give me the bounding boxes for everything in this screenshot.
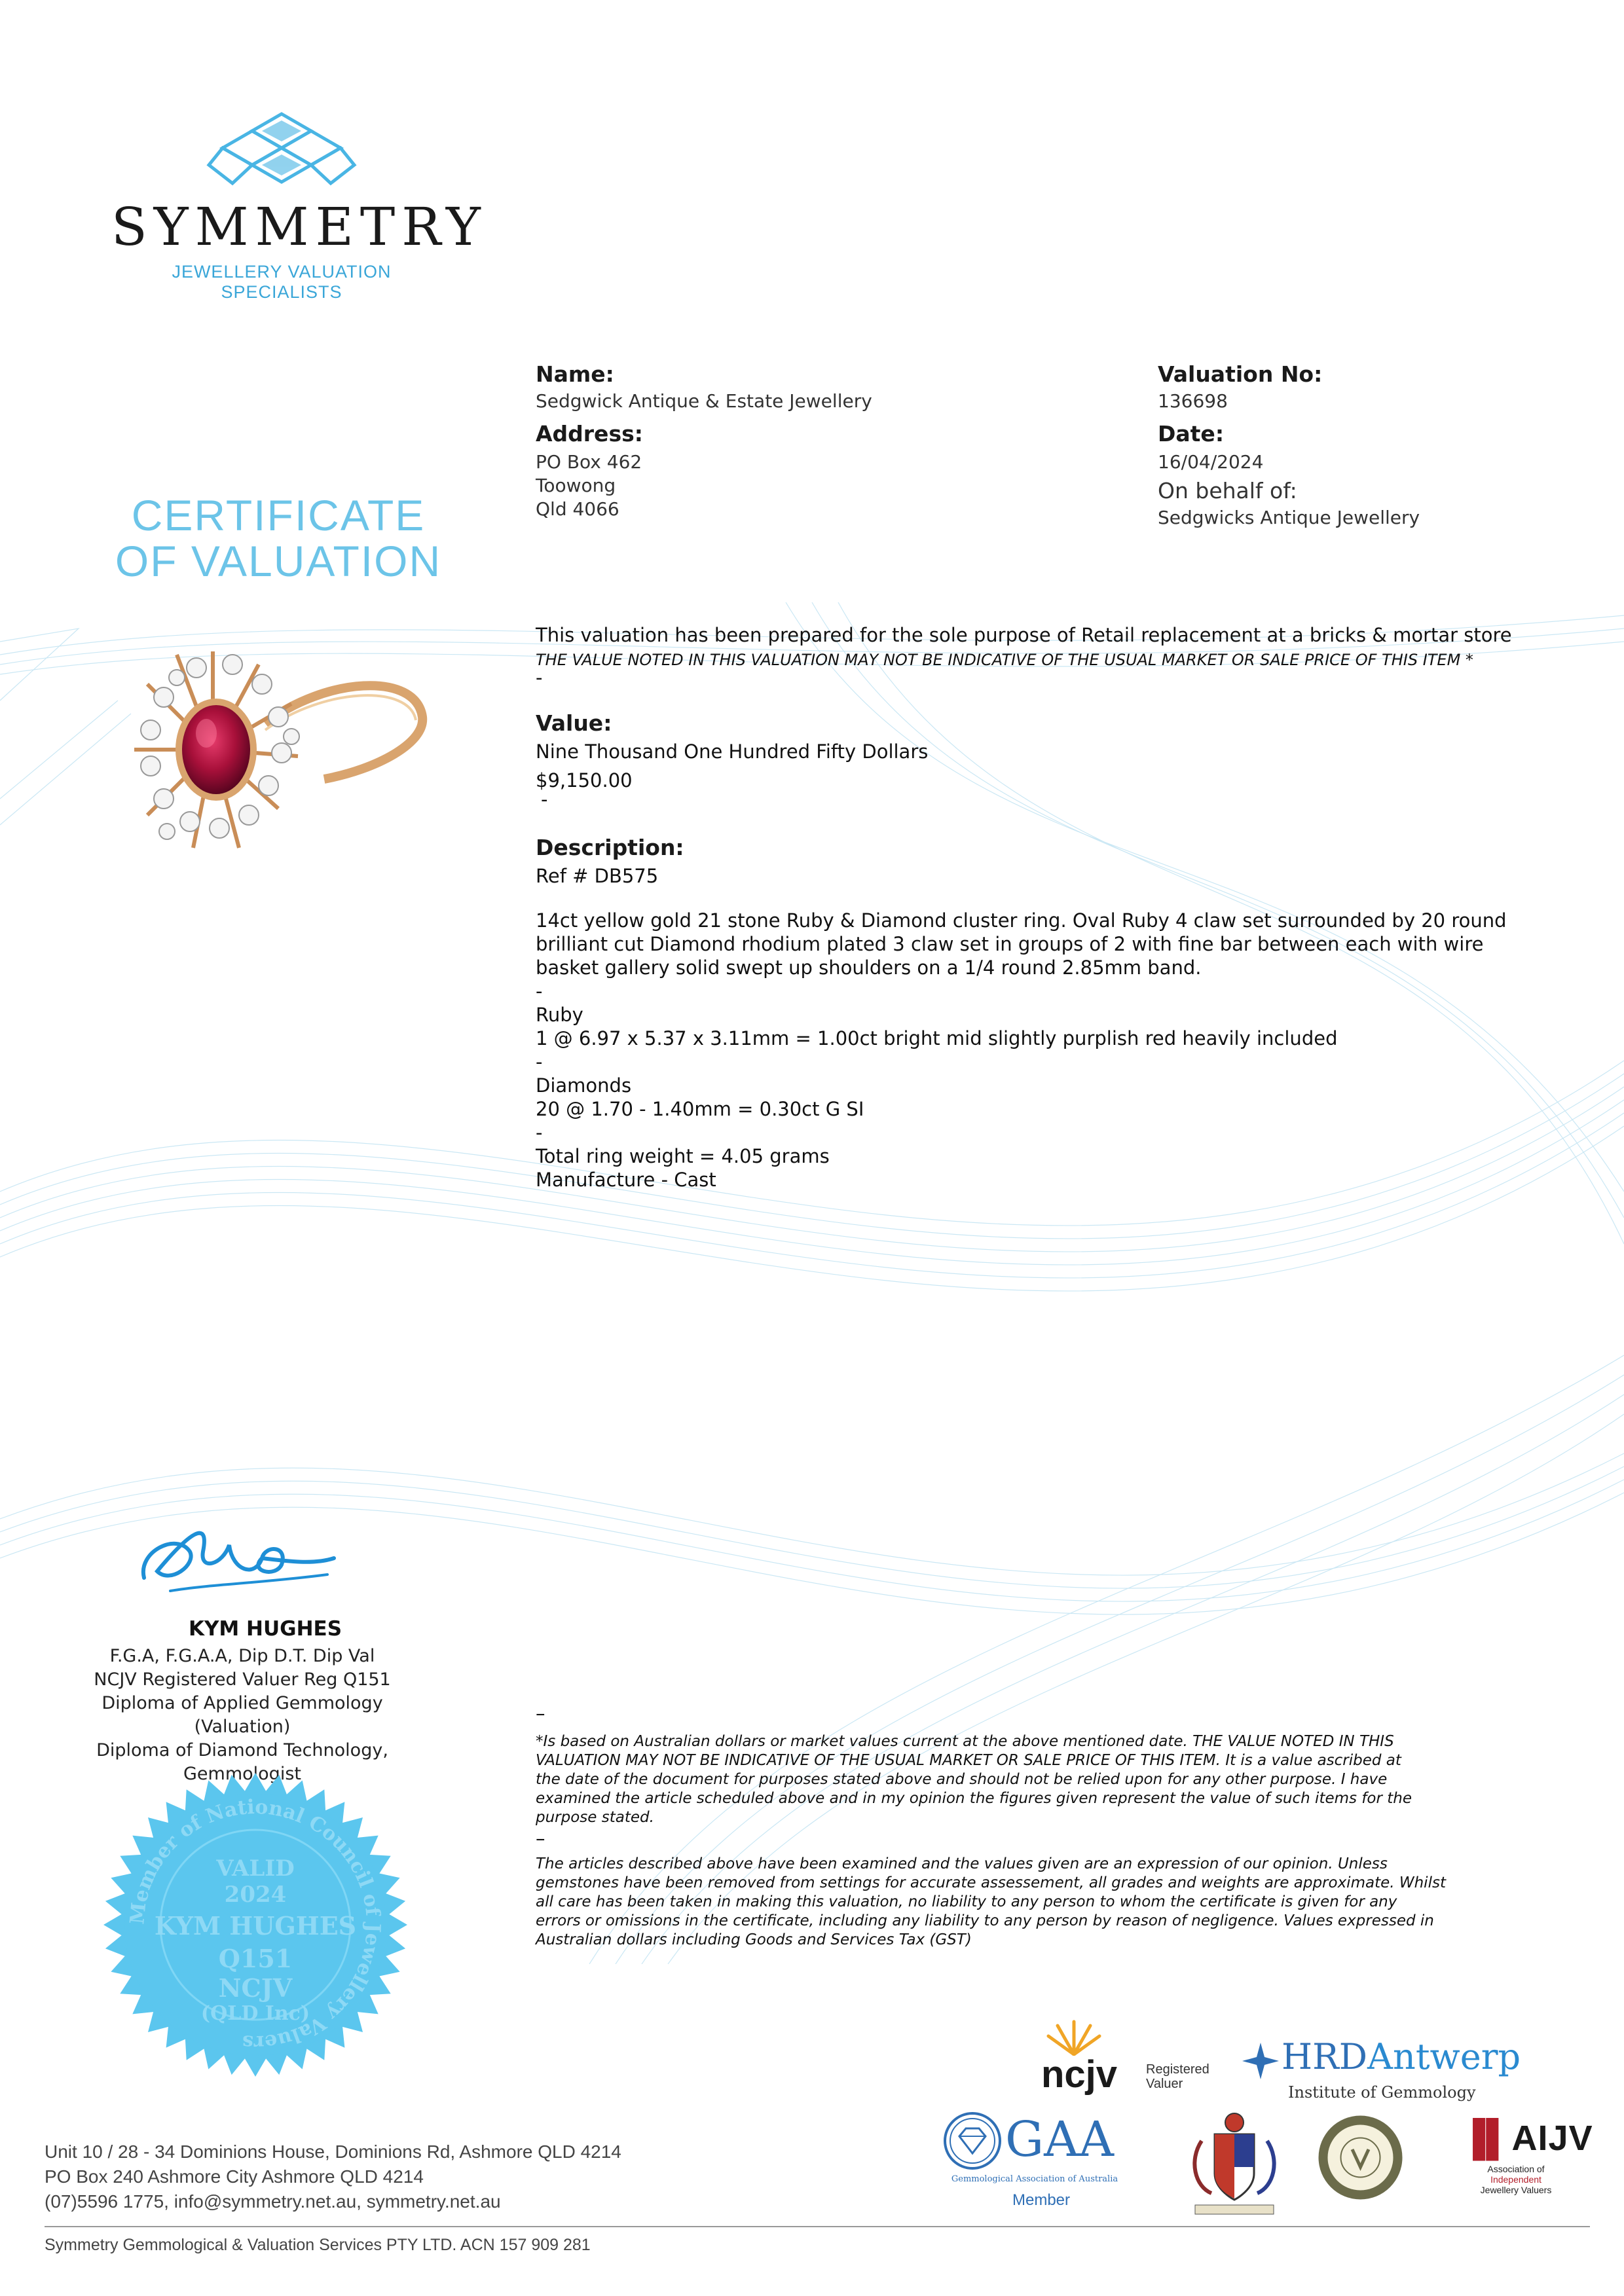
hrd-part2: Antwerp — [1367, 2036, 1521, 2077]
ncjv-logo — [1041, 2016, 1231, 2102]
notes-para1-line1: *Is based on Australian dollars or market values current at the above mentioned date. THE VALUE NOTED IN THIS — [536, 1733, 1394, 1750]
valuer-cred1: F.G.A, F.G.A.A, Dip D.T. Dip Val — [109, 1646, 375, 1666]
aijv-sub1: Association of — [1487, 2164, 1545, 2174]
aijv-sub3: Jewellery Valuers — [1480, 2185, 1552, 2195]
address-line2: Toowong — [536, 475, 616, 496]
hrd-antwerp-logo — [1241, 2036, 1529, 2108]
address-label: Address: — [536, 421, 643, 446]
ncjv-subtext — [1146, 2062, 1209, 2091]
symmetry-diamond-logo-icon — [206, 111, 357, 190]
ruby-detail: 1 @ 6.97 x 5.37 x 3.11mm = 1.00ct bright mid slightly purplish red heavily included — [536, 1027, 1338, 1049]
valuer-cred5: Gemmologist — [183, 1764, 301, 1784]
valuation-date: 16/04/2024 — [1158, 451, 1264, 473]
aijv-sub2: Independent — [1490, 2174, 1541, 2185]
description-dash3: - — [536, 1121, 543, 1144]
valuers-round-seal — [1316, 2113, 1405, 2202]
valuer-name: KYM HUGHES — [188, 1617, 342, 1641]
behalf-label: On behalf of: — [1158, 478, 1297, 503]
notes-para1-line3: the date of the document for purposes stated above and should not be relied upon for any other purpose. I have — [536, 1771, 1388, 1788]
name-label: Name: — [536, 361, 614, 387]
gaa-wordmark: GAA — [1005, 2111, 1114, 2168]
description-dash2: - — [536, 1051, 543, 1073]
seal-ring-text: Member of National Council of Jewellery Valuers — [126, 1795, 385, 2054]
ruby-diamond-ring-photo — [128, 638, 435, 861]
aijv-text: AIJV — [1511, 2119, 1593, 2158]
seal-line2: 2024 — [224, 1882, 287, 1908]
ring-weight: Total ring weight = 4.05 grams — [536, 1145, 830, 1167]
manufacture: Manufacture - Cast — [536, 1169, 716, 1191]
gaa-member-label: Member — [1012, 2191, 1071, 2209]
value-amount: $9,150.00 — [536, 769, 633, 792]
diamonds-label: Diamonds — [536, 1074, 632, 1097]
description-line1: 14ct yellow gold 21 stone Ruby & Diamond cluster ring. Oval Ruby 4 claw set surrounded by 20 round — [536, 909, 1507, 932]
hrd-star-icon — [1241, 2041, 1280, 2081]
hrd-wordmark — [1282, 2036, 1521, 2077]
certificate-title — [92, 492, 465, 584]
ncjv-seal-stamp — [98, 1768, 413, 2082]
date-label: Date: — [1158, 421, 1225, 446]
diamonds-detail: 20 @ 1.70 - 1.40mm = 0.30ct G SI — [536, 1098, 864, 1120]
ncjv-sub2: Valuer — [1146, 2077, 1183, 2091]
footer-address-line1: Unit 10 / 28 - 34 Dominions House, Dominions Rd, Ashmore QLD 4214 — [45, 2141, 621, 2162]
notes-para1-line2: VALUATION MAY NOT BE INDICATIVE OF THE USUAL MARKET OR SALE PRICE OF THIS ITEM. It is a value ascribed at — [536, 1752, 1401, 1769]
description-section — [536, 835, 1610, 1192]
description-line3: basket gallery solid swept up shoulders on a 1/4 round 2.85mm band. — [536, 957, 1202, 979]
behalf-name: Sedgwicks Antique Jewellery — [1158, 507, 1420, 528]
client-block — [536, 361, 1125, 521]
purpose-disclaimer: THE VALUE NOTED IN THIS VALUATION MAY NOT BE INDICATIVE OF THE USUAL MARKET OR SALE PRICE OF THIS ITEM * — [536, 651, 1473, 669]
certificate-title-line2: OF VALUATION — [115, 537, 442, 585]
notes-dash2: – — [536, 1827, 545, 1850]
footer-address — [45, 2140, 765, 2214]
seal-line1: VALID — [216, 1855, 295, 1882]
valuer-cred4: Diploma of Diamond Technology, — [96, 1740, 388, 1760]
valuer-credentials — [52, 1617, 432, 1786]
address-line3: Qld 4066 — [536, 498, 619, 520]
value-section — [536, 710, 1610, 811]
coat-of-arms-emblem — [1182, 2108, 1287, 2219]
notes-dash1: – — [536, 1702, 545, 1724]
certificate-title-line1: CERTIFICATE — [131, 491, 426, 539]
notes-para2-line1: The articles described above have been examined and the values given are an expression of our opinion. Unless — [536, 1855, 1388, 1872]
ncjv-rays-icon — [1044, 2016, 1103, 2056]
ncjv-wordmark: ncjv — [1041, 2053, 1118, 2096]
aijv-logo — [1454, 2118, 1593, 2210]
seal-line6: (QLD Inc) — [200, 2002, 310, 2025]
gaa-subtext: Gemmological Association of Australia — [951, 2174, 1118, 2184]
purpose-dash: - — [536, 666, 543, 689]
valuation-block — [1158, 361, 1603, 530]
hrd-part1: HRD — [1282, 2036, 1368, 2077]
value-label: Value: — [536, 710, 612, 736]
purpose-section — [536, 623, 1610, 689]
notes-para2-line4: errors or omissions in the certificate, including any liability to any person by reason of negligence. Values expressed in — [536, 1912, 1434, 1929]
notes-para1-line5: purpose stated. — [536, 1809, 654, 1826]
client-name: Sedgwick Antique & Estate Jewellery — [536, 390, 872, 412]
value-dash: - — [541, 788, 548, 811]
aijv-wordmark: ▐▌AIJV — [1460, 2119, 1593, 2158]
purpose-text: This valuation has been prepared for the sole purpose of Retail replacement at a bricks & mortar store — [536, 624, 1512, 646]
description-dash1: - — [536, 980, 543, 1002]
notes-para2-line3: all care has been taken in making this valuation, no liability to any person to whom the certificate is given for any — [536, 1893, 1397, 1910]
valuer-cred3: Diploma of Applied Gemmology (Valuation) — [101, 1693, 383, 1737]
address-line1: PO Box 462 — [536, 451, 642, 473]
footer-address-line2: PO Box 240 Ashmore City Ashmore QLD 4214 — [45, 2166, 424, 2187]
notes-section — [536, 1702, 1610, 1950]
valuation-number-label: Valuation No: — [1158, 361, 1323, 387]
logo-wordmark: SYMMETRY — [111, 196, 487, 257]
notes-para1-line4: examined the article scheduled above and in my opinion the figures given represent the value of such items for the — [536, 1790, 1412, 1807]
seal-line5: NCJV — [218, 1973, 293, 2003]
ruby-label: Ruby — [536, 1004, 583, 1026]
notes-para2-line5: Australian dollars including Goods and Services Tax (GST) — [536, 1931, 972, 1948]
description-label: Description: — [536, 835, 684, 860]
valuation-number: 136698 — [1158, 390, 1228, 412]
seal-line3: KYM HUGHES — [154, 1911, 357, 1941]
description-ref: Ref # DB575 — [536, 865, 659, 887]
valuer-cred2: NCJV Registered Valuer Reg Q151 — [94, 1669, 391, 1690]
gaa-logo — [936, 2111, 1146, 2213]
footer-company: Symmetry Gemmological & Valuation Services PTY LTD. ACN 157 909 281 — [45, 2236, 591, 2254]
valuer-signature — [131, 1506, 341, 1604]
hrd-subtext: Institute of Gemmology — [1288, 2083, 1476, 2102]
value-words: Nine Thousand One Hundred Fifty Dollars — [536, 740, 929, 763]
gaa-gem-emblem-icon — [943, 2111, 1002, 2170]
notes-para2-line2: gemstones have been removed from settings for accurate assessement, all grades and weights are approximate. Whilst — [536, 1874, 1446, 1891]
logo-tagline: JEWELLERY VALUATION SPECIALISTS — [172, 262, 392, 302]
footer-divider — [45, 2226, 1590, 2227]
ncjv-sub1: Registered — [1146, 2062, 1209, 2077]
aijv-subtext — [1454, 2164, 1578, 2195]
description-line2: brilliant cut Diamond rhodium plated 3 claw set in groups of 2 with fine bar between each with wire — [536, 933, 1484, 955]
seal-line4: Q151 — [218, 1944, 293, 1973]
footer-contact-line: (07)5596 1775, info@symmetry.net.au, symmetry.net.au — [45, 2191, 501, 2212]
